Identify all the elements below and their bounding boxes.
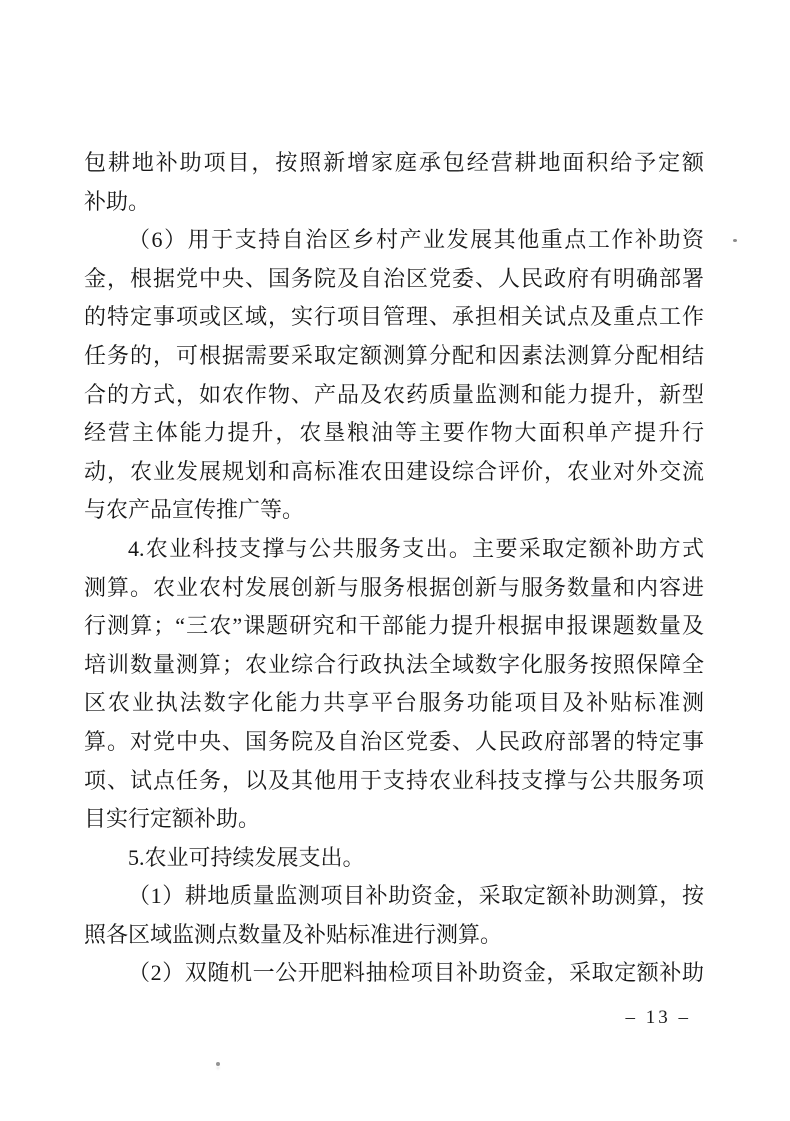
text-line: 的特定事项或区域，实行项目管理、承担相关试点及重点工作 — [84, 304, 704, 330]
text-line: 包耕地补助项目，按照新增家庭承包经营耕地面积给予定额 — [84, 150, 704, 175]
text-line: 培训数量测算；农业综合行政执法全域数字化服务按照保障全 — [84, 651, 704, 677]
text-line: 4.农业科技支撑与公共服务支出。主要采取定额补助方式 — [128, 535, 704, 561]
text-line: 补助。 — [84, 188, 151, 214]
text-line: 与农产品宣传推广等。 — [84, 497, 305, 523]
page-number: – 13 – — [625, 1007, 691, 1028]
text-line: 经营主体能力提升，农垦粮油等主要作物大面积单产提升行 — [84, 420, 704, 446]
text-line: 合的方式，如农作物、产品及农药质量监测和能力提升，新型 — [84, 381, 704, 407]
scan-speck — [733, 239, 737, 242]
text-line: 动，农业发展规划和高标准农田建设综合评价，农业对外交流 — [84, 458, 704, 484]
text-line: 项、试点任务，以及其他用于支持农业科技支撑与公共服务项 — [84, 767, 704, 793]
text-line: 照各区域监测点数量及补贴标准进行测算。 — [84, 921, 503, 947]
text-line: 任务的，可根据需要采取定额测算分配和因素法测算分配相结 — [84, 342, 704, 368]
text-line: 行测算；“三农”课题研究和干部能力提升根据申报课题数量及 — [84, 613, 704, 639]
text-line: 金，根据党中央、国务院及自治区党委、人民政府有明确部署 — [84, 265, 704, 291]
document-lines — [84, 144, 704, 993]
text-line: 测算。农业农村发展创新与服务根据创新与服务数量和内容进 — [84, 574, 704, 600]
text-line: 区农业执法数字化能力共享平台服务功能项目及补贴标准测 — [84, 690, 704, 716]
text-line: （6）用于支持自治区乡村产业发展其他重点工作补助资 — [128, 227, 704, 253]
text-line: 算。对党中央、国务院及自治区党委、人民政府部署的特定事 — [84, 728, 704, 754]
text-line: 目实行定额补助。 — [84, 806, 261, 832]
scan-speck — [216, 1062, 220, 1066]
text-line: （1）耕地质量监测项目补助资金，采取定额补助测算，按 — [128, 883, 704, 909]
text-line: 5.农业可持续发展支出。 — [128, 844, 365, 870]
text-line: （2）双随机一公开肥料抽检项目补助资金，采取定额补助 — [128, 960, 704, 986]
